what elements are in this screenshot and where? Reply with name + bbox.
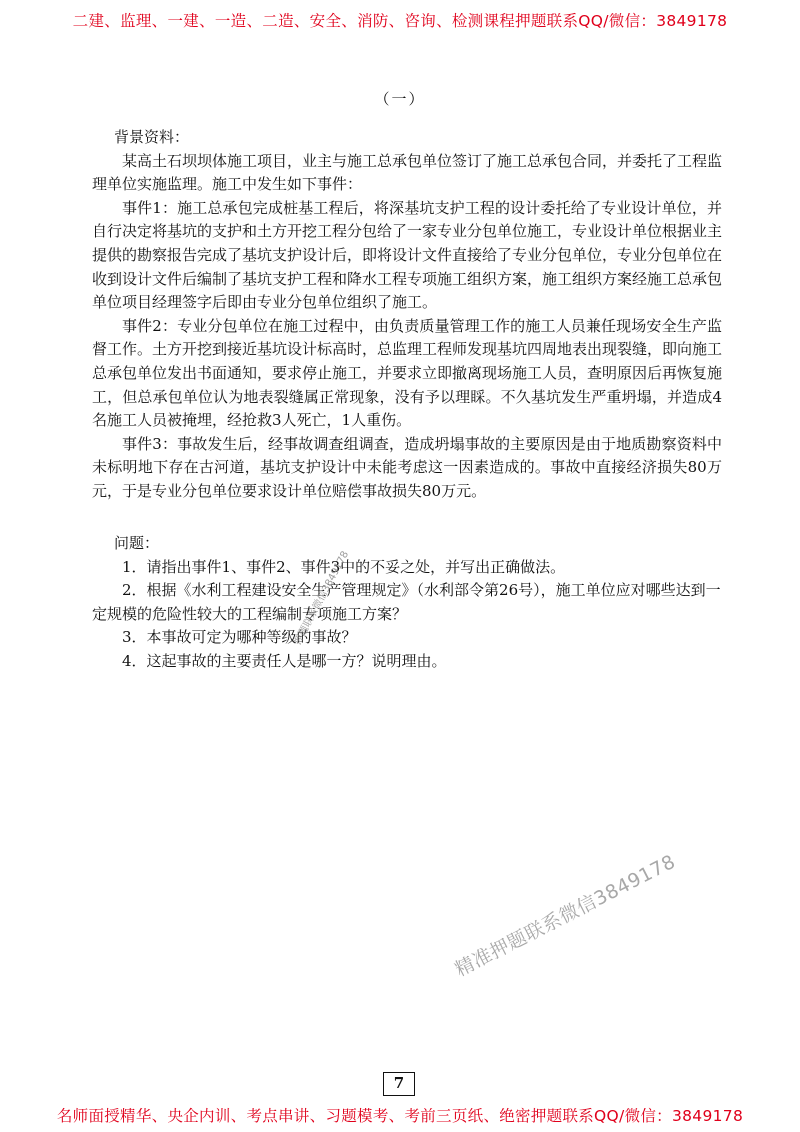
questions-heading: 问题： [114,534,160,552]
question-item: 1．请指出事件1、事件2、事件3中的不妥之处，并写出正确做法。 [122,557,566,576]
page-number: 7 [383,1072,415,1096]
background-section [92,126,722,504]
section-number: （一） [374,90,426,108]
event-1-paragraph: 事件1：施工总承包完成桩基工程后，将深基坑支护工程的设计委托给了专业设计单位，并自行决定将基坑的支护和土方开挖工程分包给了一家专业分包单位施工，专业设计单位根据业主提供的勘察报告完成了基坑支护设计后，即将设计文件直接给了专业分包单位，专业分包单位在收到设计文件后编制了基坑支护工程和降水工程专项施工组织方案，施工组织方案经施工总承包单位项目经理签字后即由专业分包单位组织了施工。 [92,198,723,312]
event-2-paragraph: 事件2：专业分包单位在施工过程中，由负责质量管理工作的施工人员兼任现场安全生产监督工作。土方开挖到接近基坑设计标高时，总监理工程师发现基坑四周地表出现裂缝，即向施工总承包单位发出书面通知，要求停止施工，并要求立即撤离现场施工人员，查明原因后再恢复施工，但总承包单位认为地表裂缝属正常现象，没有予以理睬。不久基坑发生严重坍塌，并造成4名施工人员被掩埋，经抢救3人死亡，1人重伤。 [92,316,723,430]
question-item: 3．本事故可定为哪种等级的事故？ [122,628,357,647]
question-item: 2．根据《水利工程建设安全生产管理规定》（水利部令第26号），施工单位应对哪些达到一定规模的危险性较大的工程编制专项施工方案？ [92,581,721,623]
watermark-small: 押题联系微信3849178 [292,549,352,647]
header-ad-banner: 二建、监理、一建、一造、二造、安全、消防、咨询、检测课程押题联系QQ/微信：3849178 [72,12,728,30]
question-item: 4．这起事故的主要责任人是哪一方？说明理由。 [122,651,447,670]
event-3-paragraph: 事件3：事故发生后，经事故调查组调查，造成坍塌事故的主要原因是由于地质勘察资料中未标明地下存在古河道，基坑支护设计中未能考虑这一因素造成的。事故中直接经济损失80万元，于是专业分包单位要求设计单位赔偿事故损失80万元。 [92,434,722,500]
questions-section [92,532,722,674]
watermark-large: 精准押题联系微信3849178 [451,850,680,982]
background-heading: 背景资料： [114,128,190,146]
background-paragraph: 某高土石坝坝体施工项目，业主与施工总承包单位签订了施工总承包合同，并委托了工程监理单位实施监理。施工中发生如下事件： [92,151,723,194]
footer-ad-banner: 名师面授精华、央企内训、考点串讲、习题模考、考前三页纸、绝密押题联系QQ/微信：3849178 [56,1107,744,1125]
